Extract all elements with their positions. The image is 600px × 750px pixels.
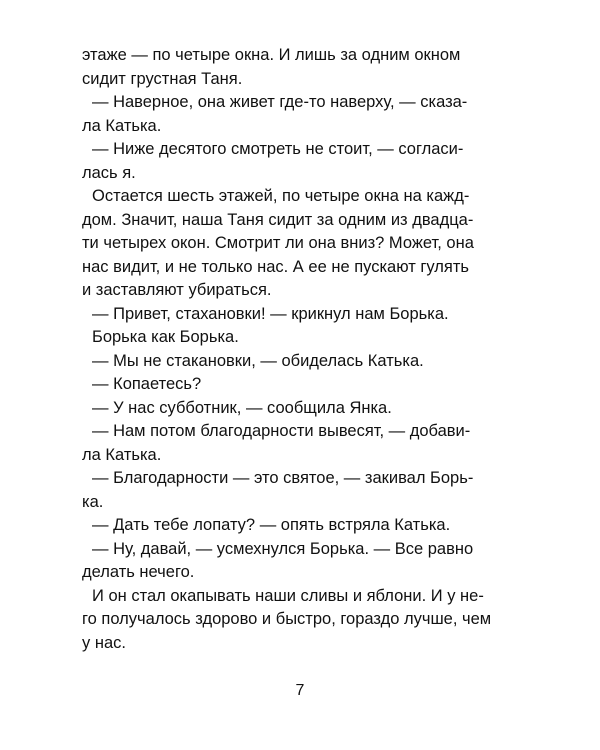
text-line: и заставляют убираться. [82,281,272,299]
text-line: дом. Значит, наша Таня сидит за одним из двадца- [82,210,474,229]
text-line: — Ниже десятого смотреть не стоит, — согласи- [92,140,464,158]
text-line: — Дать тебе лопату? — опять встряла Катька. [92,516,451,534]
body-text [82,44,502,655]
text-line: — Привет, стахановки! — крикнул нам Борька. [92,304,449,323]
text-line: — Благодарности — это святое, — закивал Борь- [92,469,474,487]
page-number: 7 [295,682,305,699]
text-line: у нас. [82,633,126,652]
text-line: ка. [82,492,104,511]
text-line: — Нам потом благодарности вывесят, — добави- [92,422,471,440]
text-line: лась я. [82,163,136,182]
text-line: ти четырех окон. Смотрит ли она вниз? Может, она [82,234,474,252]
text-line: сидит грустная Таня. [82,69,243,88]
text-line: го получалось здорово и быстро, гораздо лучше, чем [82,610,492,628]
text-line: этаже — по четыре окна. И лишь за одним окном [82,46,461,64]
text-line: нас видит, и не только нас. А ее не пускают гулять [82,257,469,276]
text-line: — Наверное, она живет где-то наверху, — сказа- [92,93,468,111]
text-line: ла Катька. [82,116,162,135]
text-line: Остается шесть этажей, по четыре окна на кажд- [92,187,470,205]
text-line: — Мы не стакановки, — обиделась Катька. [92,351,424,370]
text-line: Борька как Борька. [92,328,239,346]
text-line: — Копаетесь? [92,375,202,393]
text-line: — У нас субботник, — сообщила Янка. [92,398,392,417]
text-line: — Ну, давай, — усмехнулся Борька. — Все равно [92,539,474,558]
text-line: ла Катька. [82,445,162,464]
text-line: И он стал окапывать наши сливы и яблони. И у не- [92,586,484,605]
text-line: делать нечего. [82,563,195,581]
